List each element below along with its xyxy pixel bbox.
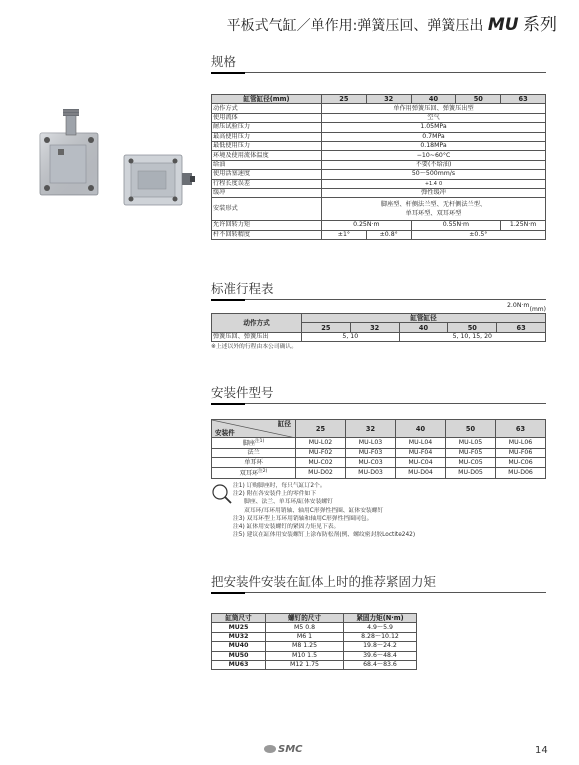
row-value: 0.7MPa <box>322 132 546 141</box>
mounting-notes <box>211 482 546 539</box>
stroke-bore: 63 <box>497 323 546 332</box>
row-value: 弹性缓冲 <box>322 188 546 197</box>
row-label: 给油 <box>212 160 322 169</box>
mount-part: MU-L04 <box>396 438 446 449</box>
stroke-bore: 32 <box>350 323 399 332</box>
mounting-bore: 63 <box>496 420 546 438</box>
stroke-bore: 40 <box>399 323 448 332</box>
torque-value: 68.4～83.6 <box>344 660 417 669</box>
stroke-value: 5, 10, 15, 20 <box>399 332 545 341</box>
row-value: 单作用弹簧压回、弹簧压出型 <box>322 104 546 113</box>
table-row <box>212 420 546 438</box>
mount-part: MU-F02 <box>296 449 346 458</box>
mount-type: 脚座 <box>242 440 256 448</box>
mount-type: 双耳环 <box>239 469 259 477</box>
torque-value: 4.9～5.9 <box>344 623 417 632</box>
mount-part: MU-F05 <box>446 449 496 458</box>
table-row <box>212 160 546 169</box>
torque-screw: M6 1 <box>266 632 344 641</box>
table-row <box>212 642 417 651</box>
table-row <box>212 332 546 341</box>
mount-type: 法兰 <box>247 449 260 457</box>
magnifier-icon <box>211 483 233 505</box>
torque-title: 把安装件安装在缸体上时的推荐紧固力矩 <box>211 572 546 593</box>
row-value: 50～500mm/s <box>322 170 546 179</box>
mounting-row-label <box>212 467 296 478</box>
row-value: −10~60°C <box>322 151 546 160</box>
row-value: 0.18MPa <box>322 141 546 150</box>
torque-header: 缸筒尺寸 <box>212 614 266 623</box>
torque-screw: M12 1.75 <box>266 660 344 669</box>
table-row <box>212 221 546 230</box>
mount-part: MU-D04 <box>396 467 446 478</box>
stroke-table <box>211 313 546 342</box>
mount-part: MU-L05 <box>446 438 496 449</box>
table-row <box>212 132 546 141</box>
row-label: 行程长度误差 <box>212 179 322 188</box>
row-label: 杆不回转精度 <box>212 230 322 239</box>
cylinder-right-image <box>124 155 195 205</box>
row-label: 最高使用压力 <box>212 132 322 141</box>
mount-part: MU-C02 <box>296 458 346 467</box>
torque-header: 紧固力矩(N·m) <box>344 614 417 623</box>
torque-model: MU40 <box>212 642 266 651</box>
mounting-note: 注4) 缸体用安装螺钉的紧固力矩见下表。 <box>233 523 340 530</box>
table-row <box>212 449 546 458</box>
torque-value: 0.25N·m <box>322 221 412 230</box>
torque-value: 0.55N·m <box>411 221 501 230</box>
table-row <box>212 198 546 221</box>
mounting-row-label <box>212 449 296 458</box>
mounting-row-label <box>212 438 296 449</box>
row-value: 不要(不给油) <box>322 160 546 169</box>
corner-bottom: 安装件 <box>215 429 235 437</box>
page-header <box>227 10 557 35</box>
row-label: 使用流体 <box>212 113 322 122</box>
stroke-bore: 50 <box>448 323 497 332</box>
torque-header: 螺钉的尺寸 <box>266 614 344 623</box>
row-value: 空气 <box>322 113 546 122</box>
mount-part: MU-L03 <box>346 438 396 449</box>
mount-part: MU-D05 <box>446 467 496 478</box>
mount-part: MU-C06 <box>496 458 546 467</box>
header-model: MU <box>487 15 519 35</box>
mounting-bore: 50 <box>446 420 496 438</box>
specs-bore: 63 <box>501 95 546 104</box>
accuracy-value: ±1° <box>322 230 367 239</box>
stroke-row-label: 弹簧压回、弹簧压出 <box>212 332 302 341</box>
table-row <box>212 314 546 323</box>
specs-header-row <box>212 95 546 104</box>
mount-part: MU-D06 <box>496 467 546 478</box>
torque-value-sub: 1.25N·m <box>509 221 537 229</box>
header-prefix: 平板式气缸／单作用:弹簧压回、弹簧压出 <box>226 18 484 34</box>
mount-part: MU-F06 <box>496 449 546 458</box>
mount-part: MU-F04 <box>396 449 446 458</box>
row-label: 耐压试验压力 <box>212 123 322 132</box>
table-row <box>212 104 546 113</box>
mount-part: MU-D02 <box>296 467 346 478</box>
corner-top: 缸径 <box>277 420 291 428</box>
stroke-tolerance-lower: 0 <box>438 180 443 187</box>
table-row <box>212 179 546 188</box>
torque-section <box>211 572 546 670</box>
torque-value-last: 2.0N·m <box>507 302 530 309</box>
table-row <box>212 151 546 160</box>
torque-model: MU32 <box>212 632 266 641</box>
torque-model: MU25 <box>212 623 266 632</box>
table-row <box>212 614 417 623</box>
table-row <box>212 623 417 632</box>
row-label: 允许回转力矩 <box>212 221 322 230</box>
table-row <box>212 113 546 122</box>
mount-type: 单耳环 <box>244 458 263 466</box>
mount-part: MU-C05 <box>446 458 496 467</box>
cylinder-product-photo <box>36 105 196 223</box>
row-label: 缓冲 <box>212 188 322 197</box>
row-label: 环境及使用流体温度 <box>212 151 322 160</box>
mount-line: 脚座型、杆侧法兰型、无杆侧法兰型、 <box>380 201 487 209</box>
row-value: 1.05MPa <box>322 123 546 132</box>
table-row <box>212 632 417 641</box>
table-row <box>212 467 546 478</box>
mounting-corner-header <box>212 420 296 438</box>
row-label: 安装形式 <box>212 198 322 221</box>
stroke-value: 5, 10 <box>302 332 400 341</box>
table-row <box>212 188 546 197</box>
table-row <box>212 230 546 239</box>
specs-bore: 50 <box>456 95 501 104</box>
table-row <box>212 660 417 669</box>
row-value <box>322 198 546 221</box>
mounting-table <box>211 419 546 479</box>
row-label: 使用活塞速度 <box>212 170 322 179</box>
torque-value <box>501 221 546 230</box>
mount-line: 单耳环型、双耳环型 <box>405 210 462 218</box>
specs-bore: 40 <box>411 95 456 104</box>
cylinder-left-image <box>40 109 98 195</box>
mounting-section <box>211 383 546 539</box>
mounting-note: 注5) 建议在缸体用安装螺钉上涂布防松剂(例、螺纹密封胶Loctite242) <box>233 532 416 539</box>
row-label: 最低使用压力 <box>212 141 322 150</box>
torque-screw: M5 0.8 <box>266 623 344 632</box>
table-row <box>212 141 546 150</box>
stroke-unit: (mm) <box>529 306 546 313</box>
torque-table <box>211 613 417 670</box>
mounting-bore: 25 <box>296 420 346 438</box>
stroke-bore-header: 缸管缸径 <box>302 314 546 323</box>
smc-logo-text: SMC <box>278 744 303 755</box>
row-value <box>322 179 546 188</box>
specs-title: 规格 <box>211 52 546 73</box>
mount-part: MU-L02 <box>296 438 346 449</box>
stroke-tolerance-upper: +1.4 <box>424 180 437 187</box>
specs-table <box>211 94 546 240</box>
mounting-note: 脚座、法兰、单耳环/缸体安装螺钉 <box>233 499 333 506</box>
torque-value: 8.28～10.12 <box>344 632 417 641</box>
mounting-note: 注1) 订购脚座时，每只气缸订2个。 <box>233 482 326 489</box>
mounting-note: 双耳环/耳环用销轴、轴用C形弹性挡圈、缸体安装螺钉 <box>233 507 384 514</box>
table-row <box>212 438 546 449</box>
torque-screw: M10 1.5 <box>266 651 344 660</box>
torque-model: MU50 <box>212 651 266 660</box>
header-suffix: 系列 <box>523 15 557 35</box>
mounting-bore: 32 <box>346 420 396 438</box>
mount-note: 注2) <box>258 468 268 474</box>
specs-bore: 25 <box>322 95 367 104</box>
mounting-bore: 40 <box>396 420 446 438</box>
accuracy-value: ±0.8° <box>366 230 411 239</box>
table-row <box>212 123 546 132</box>
table-row <box>212 458 546 467</box>
torque-value: 39.6～48.4 <box>344 651 417 660</box>
torque-model: MU63 <box>212 660 266 669</box>
mount-part: MU-D03 <box>346 467 396 478</box>
table-row <box>212 170 546 179</box>
smc-logo <box>264 744 303 755</box>
row-label: 动作方式 <box>212 104 322 113</box>
mount-part: MU-C03 <box>346 458 396 467</box>
smc-logo-mark <box>264 745 276 753</box>
stroke-note: ※上述以外的行程由本公司确认。 <box>211 344 298 351</box>
mounting-row-label <box>212 458 296 467</box>
torque-value: 19.8～24.2 <box>344 642 417 651</box>
stroke-section <box>211 279 546 351</box>
stroke-bore: 25 <box>302 323 351 332</box>
mount-note: 注1) <box>255 439 265 444</box>
page-number: 14 <box>535 745 548 756</box>
mounting-note: 注3) 双耳环型上耳环用销轴和轴用C形弹性挡圈同包。 <box>233 515 373 522</box>
specs-bore: 32 <box>366 95 411 104</box>
mounting-note: 注2) 附在各安装件上的零件如下 <box>233 491 317 498</box>
torque-screw: M8 1.25 <box>266 642 344 651</box>
mount-part: MU-L06 <box>496 438 546 449</box>
stroke-title: 标准行程表 <box>211 279 546 300</box>
table-row <box>212 651 417 660</box>
specs-header-label: 缸管缸径(mm) <box>212 95 322 104</box>
mount-part: MU-C04 <box>396 458 446 467</box>
mounting-title: 安装件型号 <box>211 383 546 404</box>
accuracy-value: ±0.5° <box>411 230 545 239</box>
mount-part: MU-F03 <box>346 449 396 458</box>
stroke-action-header: 动作方式 <box>212 314 302 333</box>
